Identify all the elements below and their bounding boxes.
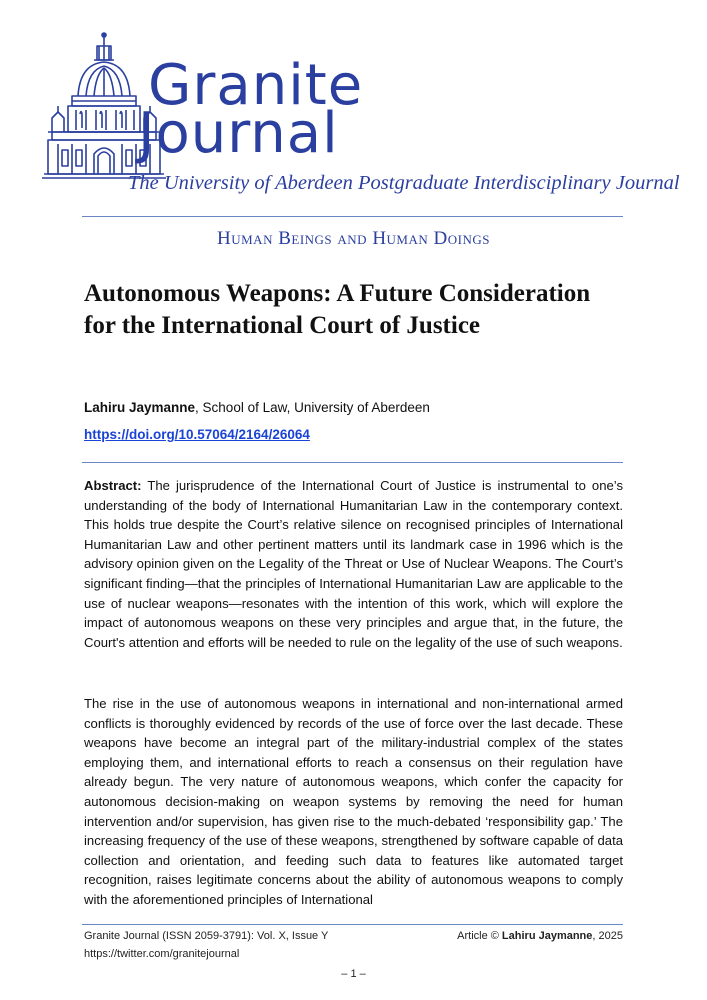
footer-divider [82,924,623,925]
header-divider [82,216,623,217]
abstract-top-divider [82,462,623,463]
brand-line-granite: Granite [148,53,364,118]
body-paragraph-1: The rise in the use of autonomous weapons in international and non-international armed conflicts is thoroughly evidenced by records of the use of force over the last decade. These weapons have become an integral part of the military-industrial complex of the states employing them, and international efforts to reach a consensus on their regulation have already begun. The very nature of autonomous weapons, which confer the capacity for autonomous decision-making on weapon systems by removing the need for human intervention and/or supervision, has given rise to the much-debated ‘responsibility gap.’ The increasing frequency of the use of these weapons, strengthened by software capable of data collection and orientation, and feeding such data to features like automated target recognition, raises legitimate concerns about the ability of autonomous weapons to comply with the aforementioned principles of International [84,696,623,907]
footer-twitter-link[interactable]: https://twitter.com/granitejournal [84,948,240,960]
author-name: Lahiru Jaymanne [84,400,196,415]
journal-tagline: The University of Aberdeen Postgraduate Interdisciplinary Journal [128,172,680,194]
abstract-label: Abstract: [84,478,142,493]
brand-line-journal: Journal [138,101,339,166]
author-affiliation: , School of Law, University of Aberdeen [195,400,430,415]
footer-journal-info: Granite Journal (ISSN 2059-3791): Vol. X, Issue Y [84,930,329,942]
footer-line-1 [84,930,623,942]
footer-copyright-author: Lahiru Jaymanne [501,930,593,942]
footer-copyright: Article © Lahiru Jaymanne, 2025 [457,930,623,942]
article-title: Autonomous Weapons: A Future Consideration for the International Court of Justice [84,280,591,339]
abstract-paragraph [84,476,623,652]
page-number: – 1 – [341,968,366,980]
section-heading: Human Beings and Human Doings [217,228,490,249]
author-line [84,400,430,415]
abstract-text: The jurisprudence of the International Court of Justice is instrumental to one’s understanding of the body of International Humanitarian Law in the contemporary context. This holds true despite the Court’s relative silence on recognised principles of International Humanitarian Law and other pertinent matters until its landmark case in 1996 which is the advisory opinion given on the Legality of the Threat or Use of Nuclear Weapons. The Court’s significant finding—that the principles of International Humanitarian Law are applicable to the use of nuclear weapons—resonates with the intention of this work, which will explore the impact of autonomous weapons on these very principles and argue that, in the future, the Court's attention and efforts will be needed to rule on the legality of the use of such weapons. [84,478,623,650]
journal-brand-name [138,53,364,166]
doi-link[interactable]: https://doi.org/10.57064/2164/26064 [84,427,310,442]
